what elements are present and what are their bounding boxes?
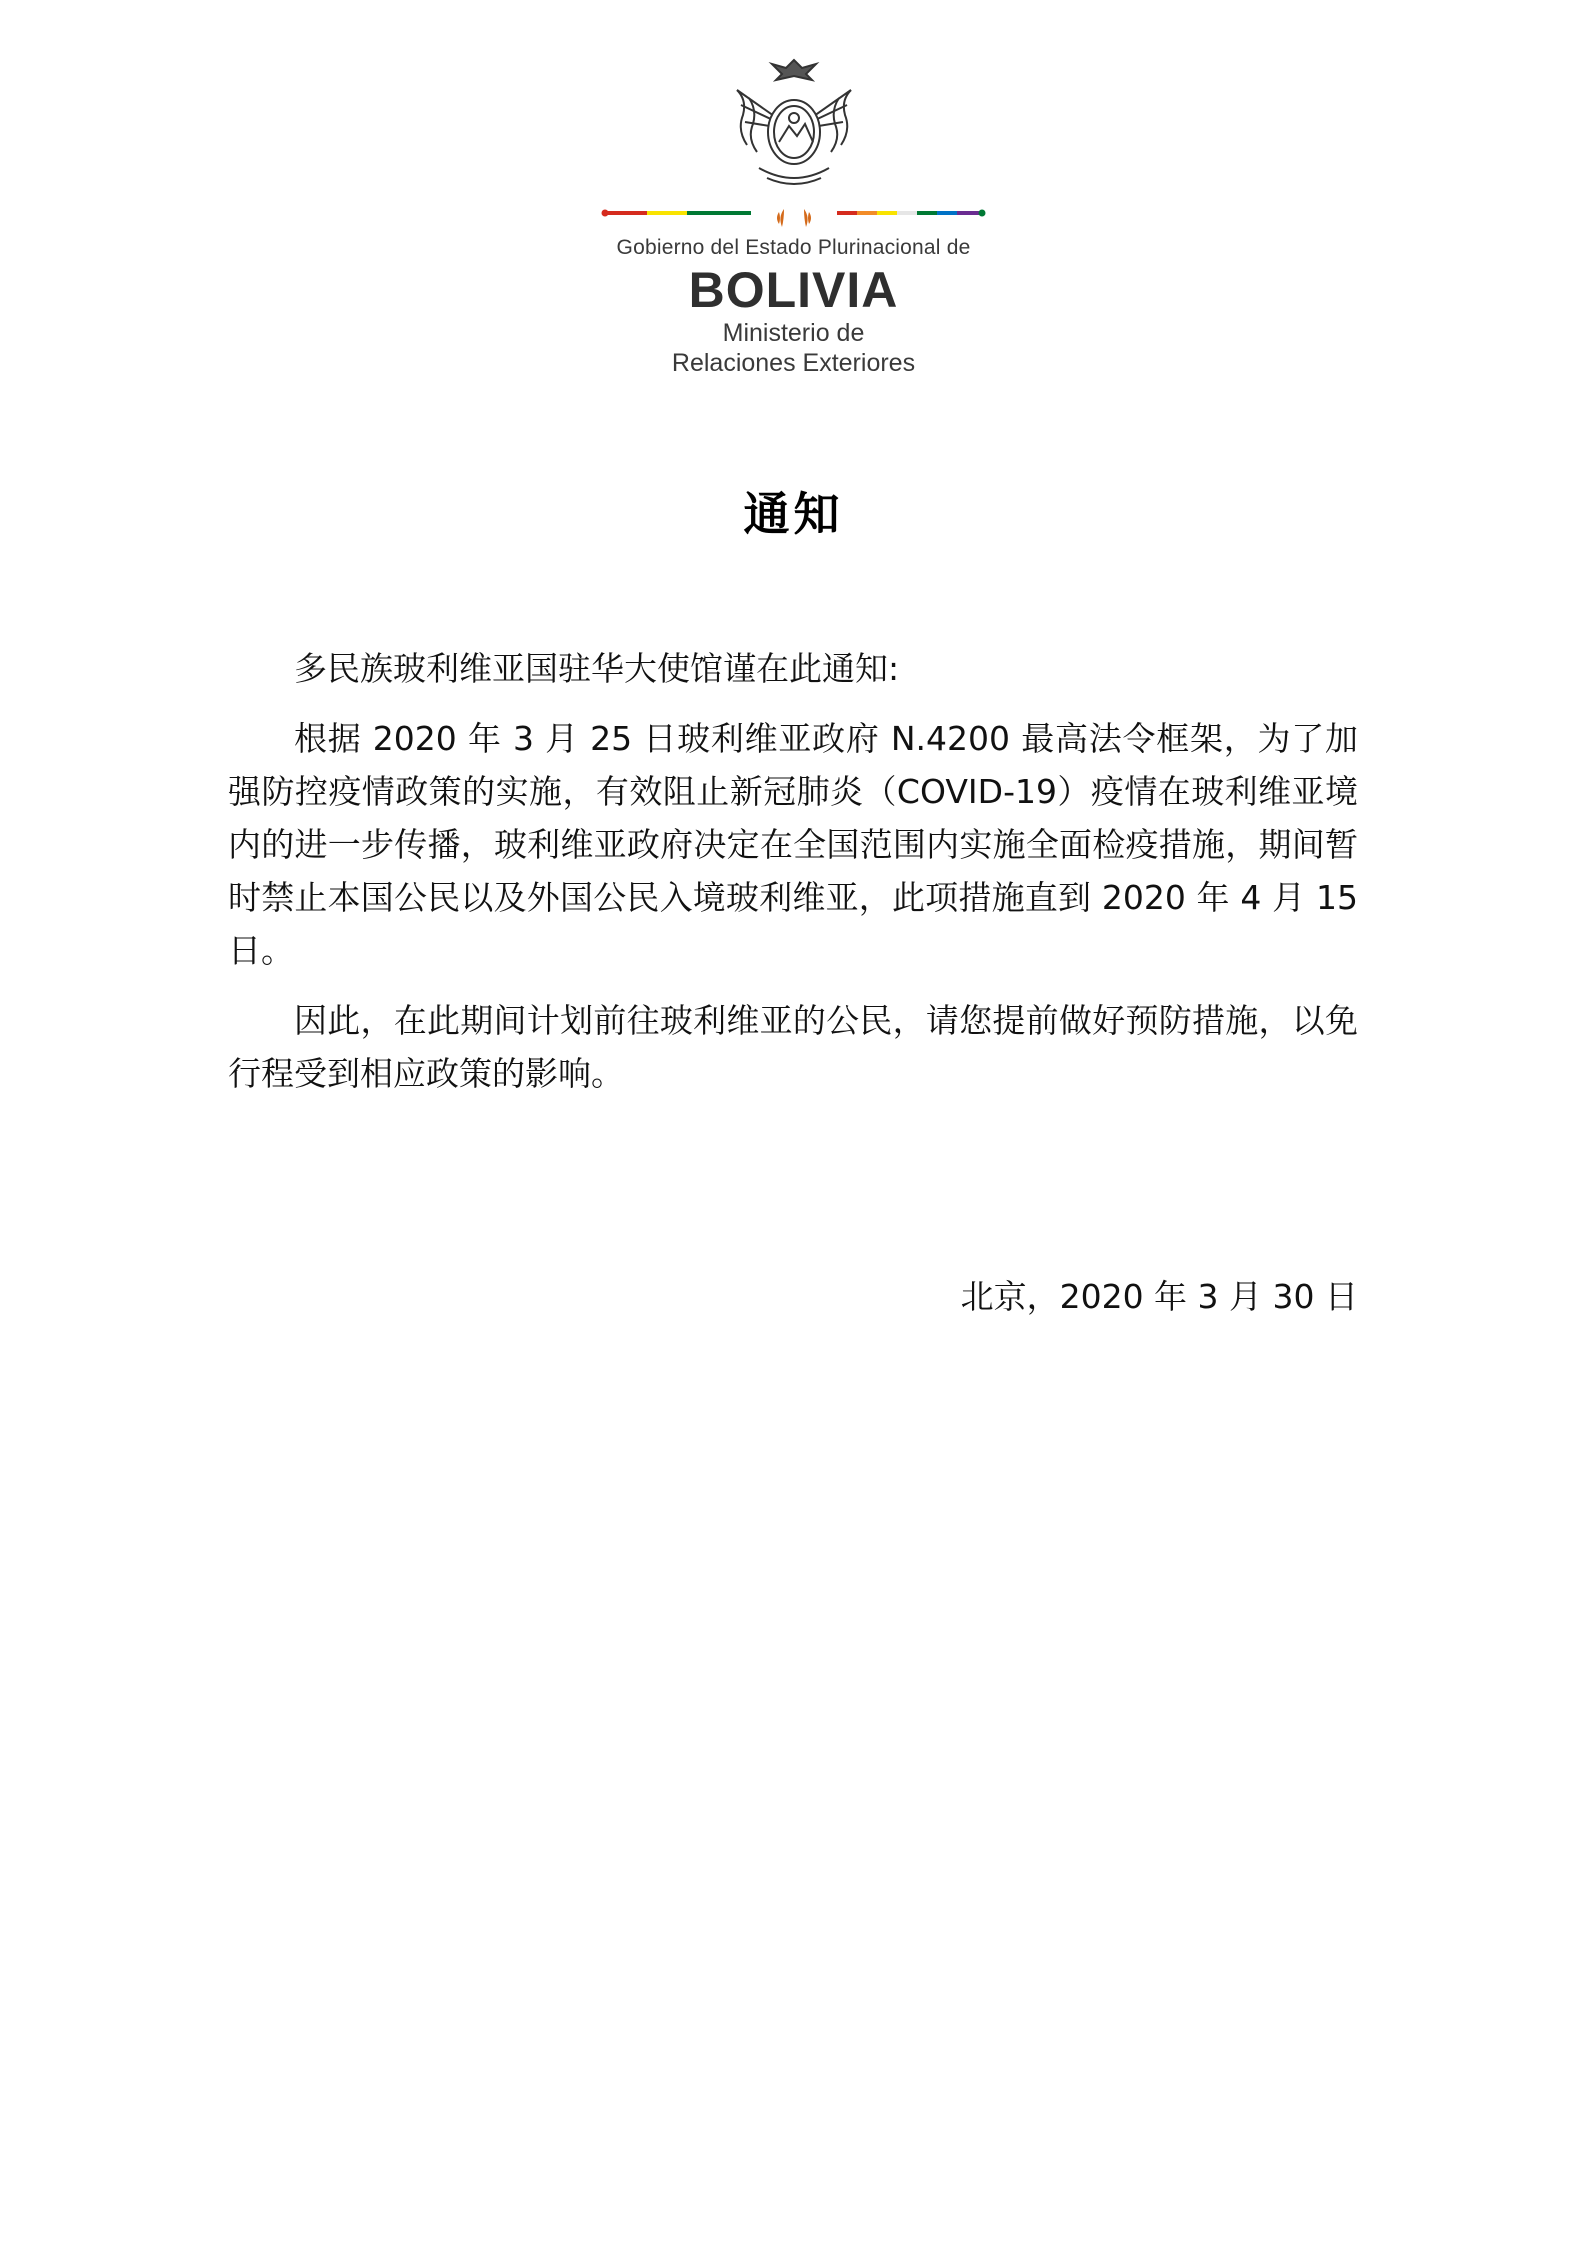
country-name: BOLIVIA <box>688 262 899 318</box>
ministry-line-1: Ministerio de <box>722 319 865 347</box>
document-title: 通知 <box>743 487 844 541</box>
wheat-sprig-icon <box>777 209 811 227</box>
signature-date-line: 北京，2020 年 3 月 30 日 <box>960 1277 1358 1316</box>
paragraph-advice: 因此，在此期间计划前往玻利维亚的公民，请您提前做好预防措施，以免行程受到相应政策的影响。 <box>228 1001 1358 1093</box>
paragraph-intro: 多民族玻利维亚国驻华大使馆谨在此通知: <box>294 649 900 688</box>
flag-color-rule <box>601 206 987 230</box>
document-body <box>228 642 1358 1117</box>
ministry-line-2: Relaciones Exteriores <box>671 349 916 377</box>
government-line: Gobierno del Estado Plurinacional de <box>616 236 971 259</box>
paragraph-decree: 根据 2020 年 3 月 25 日玻利维亚政府 N.4200 最高法令框架，为了加强防控疫情政策的实施，有效阻止新冠肺炎（COVID-19）疫情在玻利维亚境内的进一步传播，玻利维亚政府决定在全国范围内实施全面检疫措施，期间暂时禁止本国公民以及外国公民入境玻利维亚，此项措施直到 2020 年 4 月 15 日。 <box>228 719 1358 970</box>
bolivia-coat-of-arms-icon <box>719 50 869 200</box>
letterhead <box>0 50 1587 378</box>
